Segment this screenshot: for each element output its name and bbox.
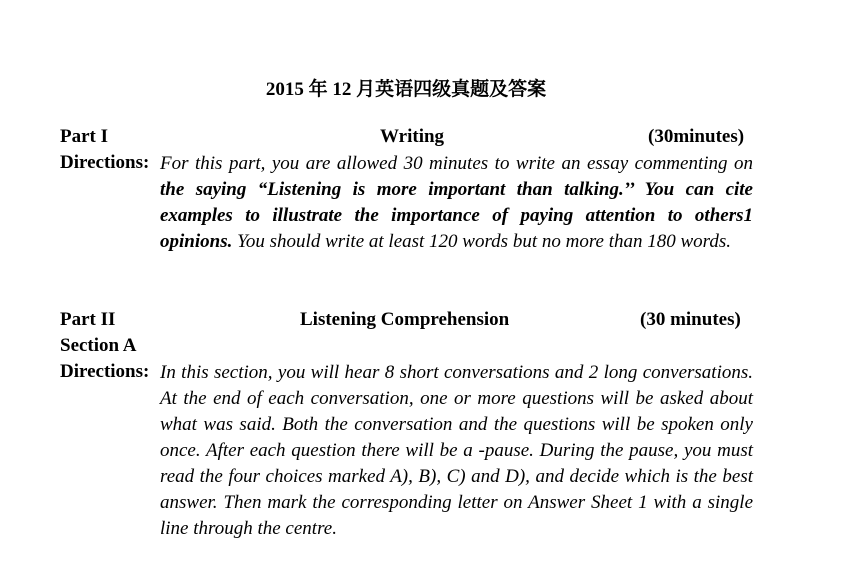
part2-directions-label: Directions: bbox=[60, 361, 150, 382]
part2-heading bbox=[60, 309, 750, 333]
section-a-label: Section A bbox=[60, 335, 137, 356]
part2-label: Part II bbox=[60, 309, 116, 330]
part1-name: Writing bbox=[380, 126, 445, 147]
part1-time: (30minutes) bbox=[648, 126, 745, 147]
document-title: 2015 年 12 月英语四级真题及答案 bbox=[265, 79, 547, 100]
part1-label: Part I bbox=[60, 126, 109, 147]
part2-time: (30 minutes) bbox=[640, 309, 741, 330]
part2-directions: In this section, you will hear 8 short conversations and 2 long conversations. At the end of each conversation, one or more questions will be asked about what was said. Both the conversation and the questions will be spoken only once. After each question there will be a -pause. During the pause, you must read the four choices marked A), B), C) and D), and decide which is the best answer. Then mark the corresponding letter on Answer Sheet 1 with a single line through the centre. bbox=[160, 362, 753, 539]
part1-heading bbox=[60, 126, 750, 150]
part1-directions-bold: the saying “Listening is more important than talking.’’ You can cite examples to illustrate the importance of paying attention to others1 opinions. bbox=[160, 179, 753, 252]
part1-directions bbox=[160, 151, 753, 255]
part2-name: Listening Comprehension bbox=[300, 309, 510, 330]
part1-directions-c: You should write at least 120 words but no more than 180 words. bbox=[232, 231, 731, 252]
part1-directions-a: For this part, you are allowed 30 minutes to write an essay commenting on bbox=[160, 153, 753, 174]
part1-directions-label: Directions: bbox=[60, 152, 150, 173]
